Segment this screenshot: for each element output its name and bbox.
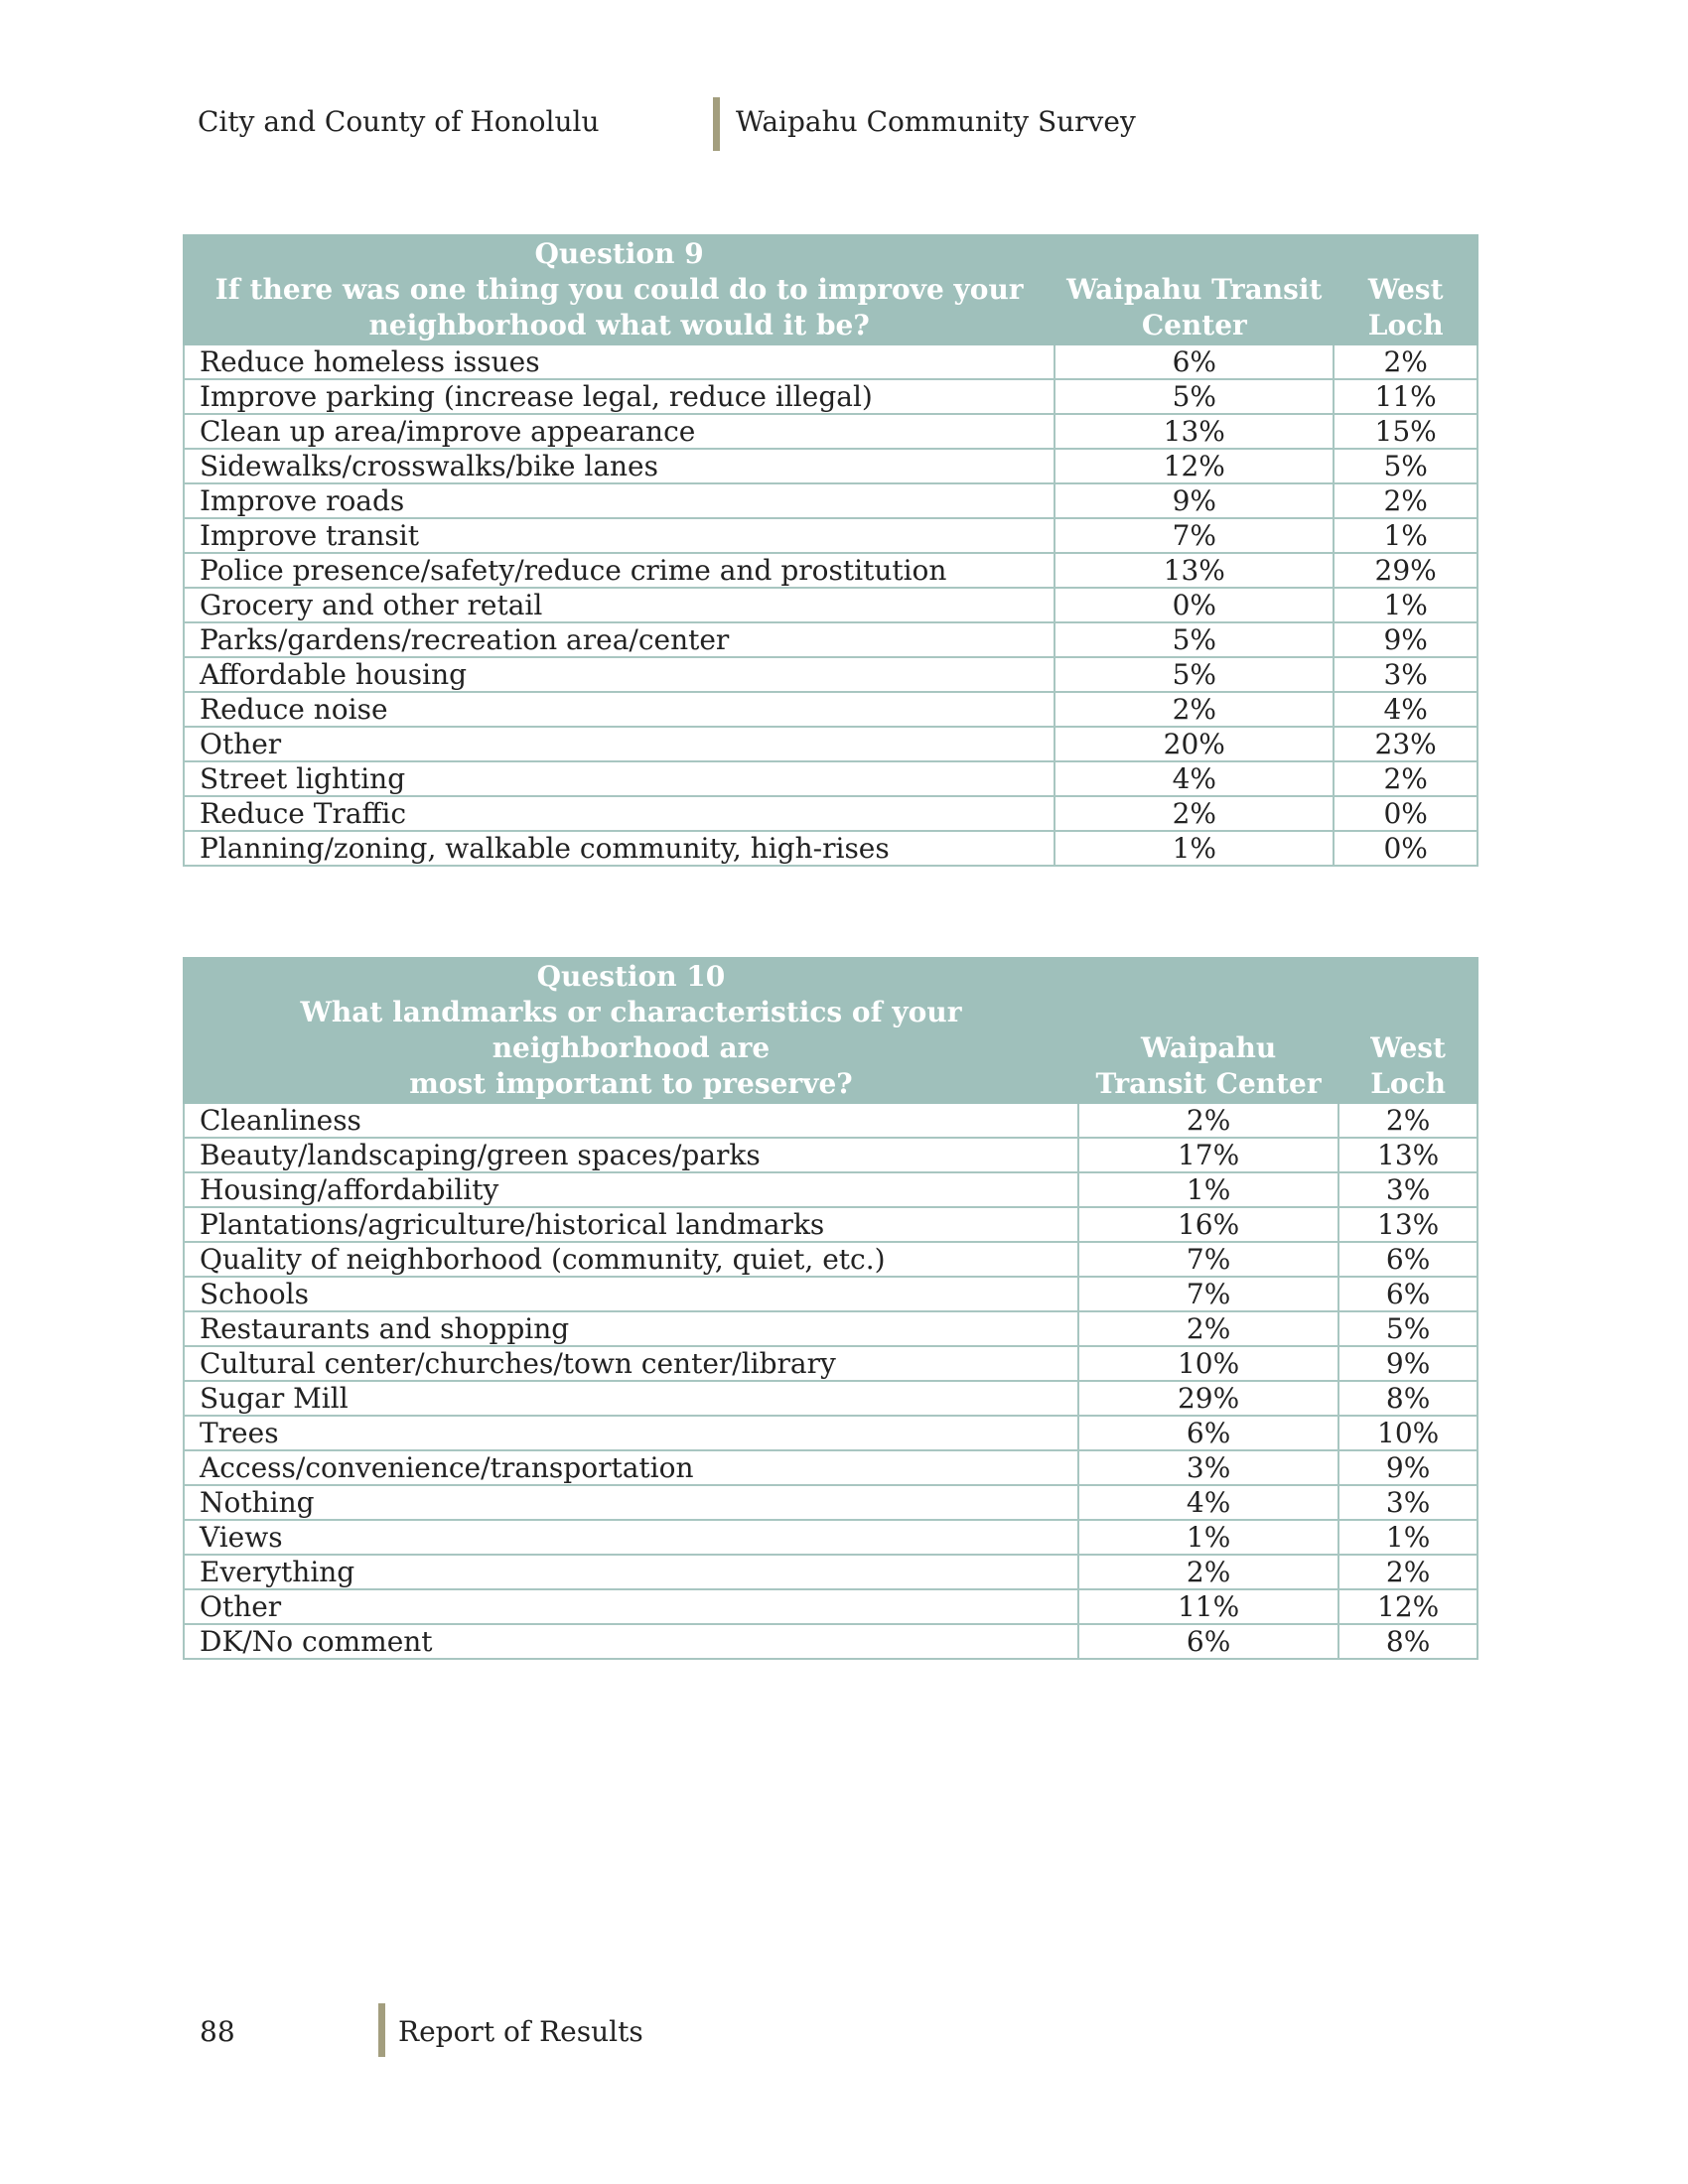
value-waipahu-transit-center: 2% — [1078, 1103, 1338, 1138]
question-10-col1-line-1: Waipahu — [1140, 1031, 1277, 1064]
table-row — [184, 1103, 1477, 1138]
table-row — [184, 449, 1477, 483]
row-label: Views — [184, 1520, 1078, 1555]
table-row — [184, 1485, 1477, 1520]
question-10-text-line-2: most important to preserve? — [409, 1067, 853, 1100]
value-waipahu-transit-center: 6% — [1078, 1416, 1338, 1450]
question-10-table — [183, 957, 1478, 1660]
question-10-col-waipahu-transit-center — [1078, 958, 1338, 1103]
question-9-title: Question 9 — [534, 237, 704, 270]
table-row — [184, 379, 1477, 414]
value-west-loch: 1% — [1338, 1520, 1477, 1555]
value-west-loch: 11% — [1334, 379, 1477, 414]
row-label: Clean up area/improve appearance — [184, 414, 1055, 449]
row-label: Improve parking (increase legal, reduce illegal) — [184, 379, 1055, 414]
row-label: Other — [184, 727, 1055, 761]
value-west-loch: 13% — [1338, 1138, 1477, 1172]
table-row — [184, 1277, 1477, 1311]
table-row — [184, 1207, 1477, 1242]
row-label: Trees — [184, 1416, 1078, 1450]
value-west-loch: 12% — [1338, 1589, 1477, 1624]
question-10-col1-line-2: Transit Center — [1095, 1067, 1322, 1100]
question-10-header-row — [184, 958, 1477, 1103]
table-row — [184, 796, 1477, 831]
value-waipahu-transit-center: 9% — [1055, 483, 1334, 518]
row-label: Other — [184, 1589, 1078, 1624]
row-label: Restaurants and shopping — [184, 1311, 1078, 1346]
table-row — [184, 1172, 1477, 1207]
table-row — [184, 831, 1477, 866]
row-label: DK/No comment — [184, 1624, 1078, 1659]
row-label: Cultural center/churches/town center/library — [184, 1346, 1078, 1381]
value-waipahu-transit-center: 7% — [1055, 518, 1334, 553]
value-west-loch: 29% — [1334, 553, 1477, 588]
table-row — [184, 1589, 1477, 1624]
footer-report-title: Report of Results — [398, 2015, 643, 2048]
table-row — [184, 692, 1477, 727]
row-label: Access/convenience/transportation — [184, 1450, 1078, 1485]
table-row — [184, 657, 1477, 692]
question-9-col1-line-1: Waipahu Transit — [1066, 273, 1323, 306]
question-10-question-header — [184, 958, 1078, 1103]
row-label: Police presence/safety/reduce crime and prostitution — [184, 553, 1055, 588]
row-label: Sugar Mill — [184, 1381, 1078, 1416]
value-waipahu-transit-center: 16% — [1078, 1207, 1338, 1242]
value-waipahu-transit-center: 4% — [1055, 761, 1334, 796]
page-number: 88 — [200, 2015, 235, 2048]
question-10-text-line-1: What landmarks or characteristics of your neighborhood are — [300, 996, 962, 1064]
table-row — [184, 588, 1477, 622]
value-west-loch: 5% — [1338, 1311, 1477, 1346]
question-9-text-line-1: If there was one thing you could do to improve your — [214, 273, 1024, 306]
value-waipahu-transit-center: 1% — [1078, 1520, 1338, 1555]
value-west-loch: 15% — [1334, 414, 1477, 449]
question-9-question-header — [184, 235, 1055, 344]
value-waipahu-transit-center: 7% — [1078, 1277, 1338, 1311]
question-10-title: Question 10 — [536, 960, 726, 993]
table-row — [184, 727, 1477, 761]
question-9-header-row — [184, 235, 1477, 344]
value-waipahu-transit-center: 7% — [1078, 1242, 1338, 1277]
value-waipahu-transit-center: 5% — [1055, 657, 1334, 692]
value-west-loch: 0% — [1334, 831, 1477, 866]
value-west-loch: 4% — [1334, 692, 1477, 727]
value-west-loch: 2% — [1334, 483, 1477, 518]
value-west-loch: 8% — [1338, 1624, 1477, 1659]
row-label: Reduce Traffic — [184, 796, 1055, 831]
value-west-loch: 0% — [1334, 796, 1477, 831]
table-row — [184, 518, 1477, 553]
value-waipahu-transit-center: 13% — [1055, 553, 1334, 588]
table-row — [184, 622, 1477, 657]
value-west-loch: 2% — [1338, 1555, 1477, 1589]
value-west-loch: 3% — [1338, 1485, 1477, 1520]
table-row — [184, 1138, 1477, 1172]
question-9-col-waipahu-transit-center — [1055, 235, 1334, 344]
value-waipahu-transit-center: 2% — [1055, 796, 1334, 831]
value-waipahu-transit-center: 20% — [1055, 727, 1334, 761]
table-row — [184, 1520, 1477, 1555]
row-label: Nothing — [184, 1485, 1078, 1520]
value-waipahu-transit-center: 5% — [1055, 379, 1334, 414]
question-9-table — [183, 234, 1478, 867]
table-row — [184, 553, 1477, 588]
row-label: Parks/gardens/recreation area/center — [184, 622, 1055, 657]
value-waipahu-transit-center: 5% — [1055, 622, 1334, 657]
row-label: Beauty/landscaping/green spaces/parks — [184, 1138, 1078, 1172]
table-row — [184, 1450, 1477, 1485]
row-label: Affordable housing — [184, 657, 1055, 692]
table-row — [184, 483, 1477, 518]
value-west-loch: 9% — [1338, 1450, 1477, 1485]
value-west-loch: 5% — [1334, 449, 1477, 483]
value-west-loch: 3% — [1334, 657, 1477, 692]
question-10-col2-line-2: Loch — [1370, 1067, 1447, 1100]
table-row — [184, 1555, 1477, 1589]
question-10-col2-line-1: West — [1370, 1031, 1446, 1064]
value-waipahu-transit-center: 12% — [1055, 449, 1334, 483]
value-waipahu-transit-center: 2% — [1078, 1311, 1338, 1346]
table-row — [184, 761, 1477, 796]
value-waipahu-transit-center: 6% — [1078, 1624, 1338, 1659]
question-9-col2-line-2: Loch — [1367, 309, 1444, 341]
row-label: Schools — [184, 1277, 1078, 1311]
value-waipahu-transit-center: 3% — [1078, 1450, 1338, 1485]
table-row — [184, 1416, 1477, 1450]
row-label: Planning/zoning, walkable community, high-rises — [184, 831, 1055, 866]
header-organization: City and County of Honolulu — [198, 105, 600, 138]
value-west-loch: 2% — [1338, 1103, 1477, 1138]
value-west-loch: 6% — [1338, 1242, 1477, 1277]
question-9-body — [184, 344, 1477, 866]
value-west-loch: 9% — [1334, 622, 1477, 657]
value-west-loch: 6% — [1338, 1277, 1477, 1311]
value-west-loch: 8% — [1338, 1381, 1477, 1416]
value-waipahu-transit-center: 0% — [1055, 588, 1334, 622]
row-label: Street lighting — [184, 761, 1055, 796]
row-label: Plantations/agriculture/historical landmarks — [184, 1207, 1078, 1242]
value-west-loch: 2% — [1334, 761, 1477, 796]
value-west-loch: 23% — [1334, 727, 1477, 761]
row-label: Quality of neighborhood (community, quiet, etc.) — [184, 1242, 1078, 1277]
question-10-col-west-loch — [1338, 958, 1477, 1103]
row-label: Reduce homeless issues — [184, 344, 1055, 379]
value-waipahu-transit-center: 29% — [1078, 1381, 1338, 1416]
value-waipahu-transit-center: 1% — [1078, 1172, 1338, 1207]
row-label: Housing/affordability — [184, 1172, 1078, 1207]
value-west-loch: 1% — [1334, 588, 1477, 622]
value-west-loch: 9% — [1338, 1346, 1477, 1381]
value-west-loch: 3% — [1338, 1172, 1477, 1207]
table-row — [184, 1242, 1477, 1277]
value-waipahu-transit-center: 2% — [1078, 1555, 1338, 1589]
row-label: Everything — [184, 1555, 1078, 1589]
value-waipahu-transit-center: 11% — [1078, 1589, 1338, 1624]
table-row — [184, 1346, 1477, 1381]
row-label: Improve transit — [184, 518, 1055, 553]
question-9-col1-line-2: Center — [1141, 309, 1247, 341]
row-label: Reduce noise — [184, 692, 1055, 727]
question-10-body — [184, 1103, 1477, 1659]
table-row — [184, 1311, 1477, 1346]
question-9-text-line-2: neighborhood what would it be? — [368, 309, 870, 341]
value-west-loch: 10% — [1338, 1416, 1477, 1450]
row-label: Cleanliness — [184, 1103, 1078, 1138]
table-row — [184, 344, 1477, 379]
value-waipahu-transit-center: 13% — [1055, 414, 1334, 449]
value-west-loch: 2% — [1334, 344, 1477, 379]
row-label: Grocery and other retail — [184, 588, 1055, 622]
value-waipahu-transit-center: 2% — [1055, 692, 1334, 727]
value-waipahu-transit-center: 10% — [1078, 1346, 1338, 1381]
header-document-title: Waipahu Community Survey — [736, 105, 1136, 138]
row-label: Improve roads — [184, 483, 1055, 518]
header-divider — [713, 97, 720, 151]
value-waipahu-transit-center: 1% — [1055, 831, 1334, 866]
table-row — [184, 1624, 1477, 1659]
value-west-loch: 13% — [1338, 1207, 1477, 1242]
value-waipahu-transit-center: 17% — [1078, 1138, 1338, 1172]
value-waipahu-transit-center: 4% — [1078, 1485, 1338, 1520]
table-row — [184, 1381, 1477, 1416]
footer-divider — [378, 2003, 385, 2057]
question-9-col2-line-1: West — [1367, 273, 1444, 306]
value-waipahu-transit-center: 6% — [1055, 344, 1334, 379]
question-9-col-west-loch — [1334, 235, 1477, 344]
row-label: Sidewalks/crosswalks/bike lanes — [184, 449, 1055, 483]
table-row — [184, 414, 1477, 449]
value-west-loch: 1% — [1334, 518, 1477, 553]
